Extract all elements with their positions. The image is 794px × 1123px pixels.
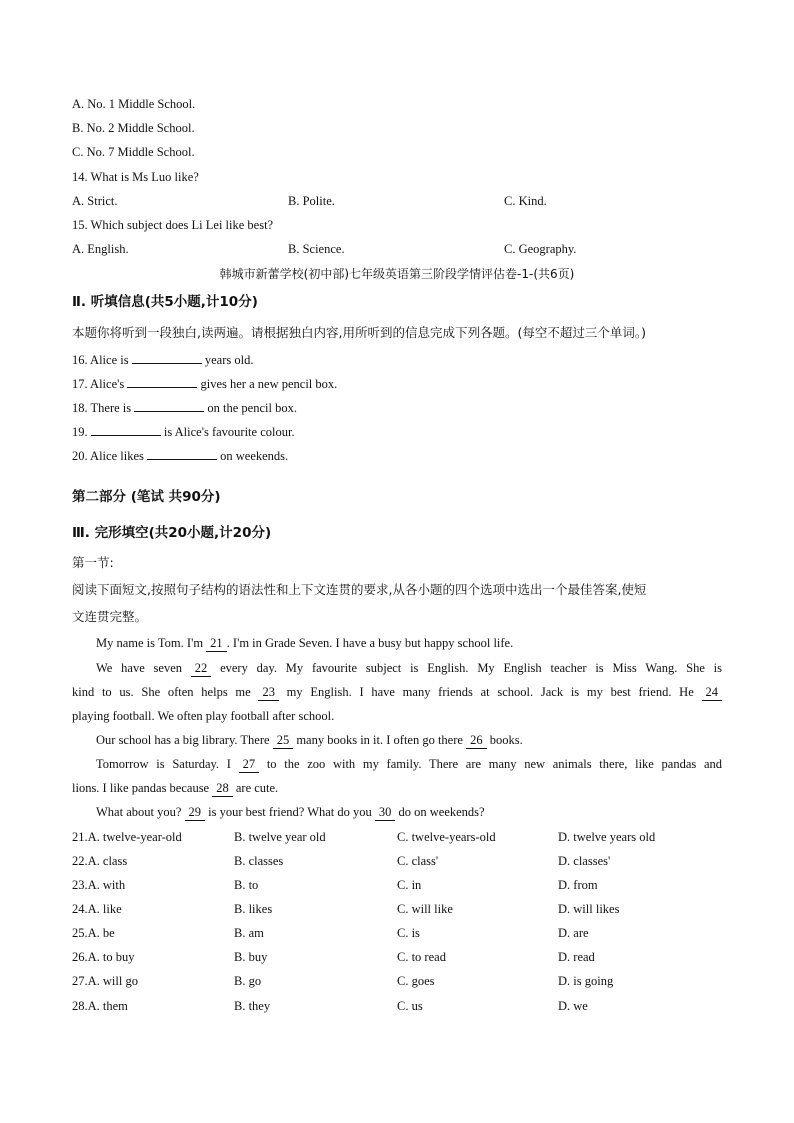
passage-paragraph-4-line-2: lions. I like pandas because 28 are cute. xyxy=(72,781,279,795)
cloze-blank-30: 30 xyxy=(375,804,396,821)
passage-paragraph-4-line-1: Tomorrow is Saturday. I 27 to the zoo with my family. There are many new animals there, like pandas and xyxy=(96,757,722,771)
part-2-heading: 第二部分 (笔试 共90分) xyxy=(72,489,221,505)
q13-option-b: B. No. 2 Middle School. xyxy=(72,121,195,135)
fill-item-18: 18. There is on the pencil box. xyxy=(72,401,297,415)
cloze-options-27: 27.A. will go B. go C. goes D. is going xyxy=(72,974,614,988)
answer-blank-20 xyxy=(147,447,217,460)
passage-paragraph-2-line-1: We have seven 22 every day. My favourite subject is English. My English teacher is Miss Wang. She is xyxy=(96,661,723,675)
q13-option-a: A. No. 1 Middle School. xyxy=(72,97,196,111)
passage-paragraph-3: Our school has a big library. There 25 many books in it. I often go there 26 books. xyxy=(96,733,523,747)
cloze-blank-29: 29 xyxy=(185,804,206,821)
cloze-options-28: 28.A. them B. they C. us D. we xyxy=(72,999,588,1013)
cloze-blank-28: 28 xyxy=(212,780,233,797)
cloze-options-25: 25.A. be B. am C. is D. are xyxy=(72,926,589,940)
q15-option-c: C. Geography. xyxy=(504,242,577,256)
answer-blank-19 xyxy=(91,423,161,436)
passage-paragraph-1: My name is Tom. I'm 21 . I'm in Grade Seven. I have a busy but happy school life. xyxy=(96,636,514,650)
answer-blank-16 xyxy=(132,351,202,364)
cloze-options-22: 22.A. class B. classes C. class' D. classes' xyxy=(72,854,611,868)
q14-option-c: C. Kind. xyxy=(504,194,547,208)
cloze-options-24: 24.A. like B. likes C. will like D. will likes xyxy=(72,902,620,916)
section-3-instruction-line-1: 阅读下面短文,按照句子结构的语法性和上下文连贯的要求,从各小题的四个选项中选出一个最佳答案,使短 xyxy=(72,582,647,597)
cloze-blank-22: 22 xyxy=(191,660,212,677)
cloze-options-21: 21.A. twelve-year-old B. twelve year old C. twelve-years-old D. twelve years old xyxy=(72,830,656,844)
fill-item-19: 19. is Alice's favourite colour. xyxy=(72,425,295,439)
cloze-blank-26: 26 xyxy=(466,732,487,749)
cloze-blank-24: 24 xyxy=(702,684,723,701)
cloze-blank-23: 23 xyxy=(258,684,279,701)
q15-option-a: A. English. xyxy=(72,242,129,256)
cloze-options-23: 23.A. with B. to C. in D. from xyxy=(72,878,598,892)
page-footer: 韩城市新蕾学校(初中部)七年级英语第三阶段学情评估卷-1-(共6页) xyxy=(219,267,575,281)
q14-question: 14. What is Ms Luo like? xyxy=(72,170,199,184)
q14-option-a: A. Strict. xyxy=(72,194,118,208)
fill-item-20: 20. Alice likes on weekends. xyxy=(72,449,289,463)
fill-item-17: 17. Alice's gives her a new pencil box. xyxy=(72,377,338,391)
q15-option-b: B. Science. xyxy=(288,242,345,256)
q15-options xyxy=(72,241,722,257)
q13-option-c: C. No. 7 Middle School. xyxy=(72,145,195,159)
answer-blank-18 xyxy=(134,399,204,412)
passage-paragraph-5: What about you? 29 is your best friend? What do you 30 do on weekends? xyxy=(96,805,485,819)
passage-paragraph-2-line-2: kind to us. She often helps me 23 my English. I have many friends at school. Jack is my best friend. He 24 xyxy=(72,684,722,701)
section-3-heading: Ⅲ. 完形填空(共20小题,计20分) xyxy=(72,525,272,541)
q14-option-b: B. Polite. xyxy=(288,194,335,208)
q14-options xyxy=(72,193,722,209)
cloze-options-26: 26.A. to buy B. buy C. to read D. read xyxy=(72,950,595,964)
cloze-blank-21: 21 xyxy=(206,635,227,652)
section-3-subsection: 第一节: xyxy=(72,555,114,570)
cloze-blank-27: 27 xyxy=(239,756,260,773)
cloze-blank-25: 25 xyxy=(273,732,294,749)
fill-item-16: 16. Alice is years old. xyxy=(72,353,254,367)
section-2-heading: Ⅱ. 听填信息(共5小题,计10分) xyxy=(72,294,258,310)
answer-blank-17 xyxy=(127,375,197,388)
section-2-instruction: 本题你将听到一段独白,读两遍。请根据独白内容,用所听到的信息完成下列各题。(每空不超过三个单词。) xyxy=(72,325,646,340)
q15-question: 15. Which subject does Li Lei like best? xyxy=(72,218,274,232)
section-3-instruction-line-2: 文连贯完整。 xyxy=(72,609,148,624)
passage-paragraph-2-line-3: playing football. We often play football after school. xyxy=(72,709,335,723)
